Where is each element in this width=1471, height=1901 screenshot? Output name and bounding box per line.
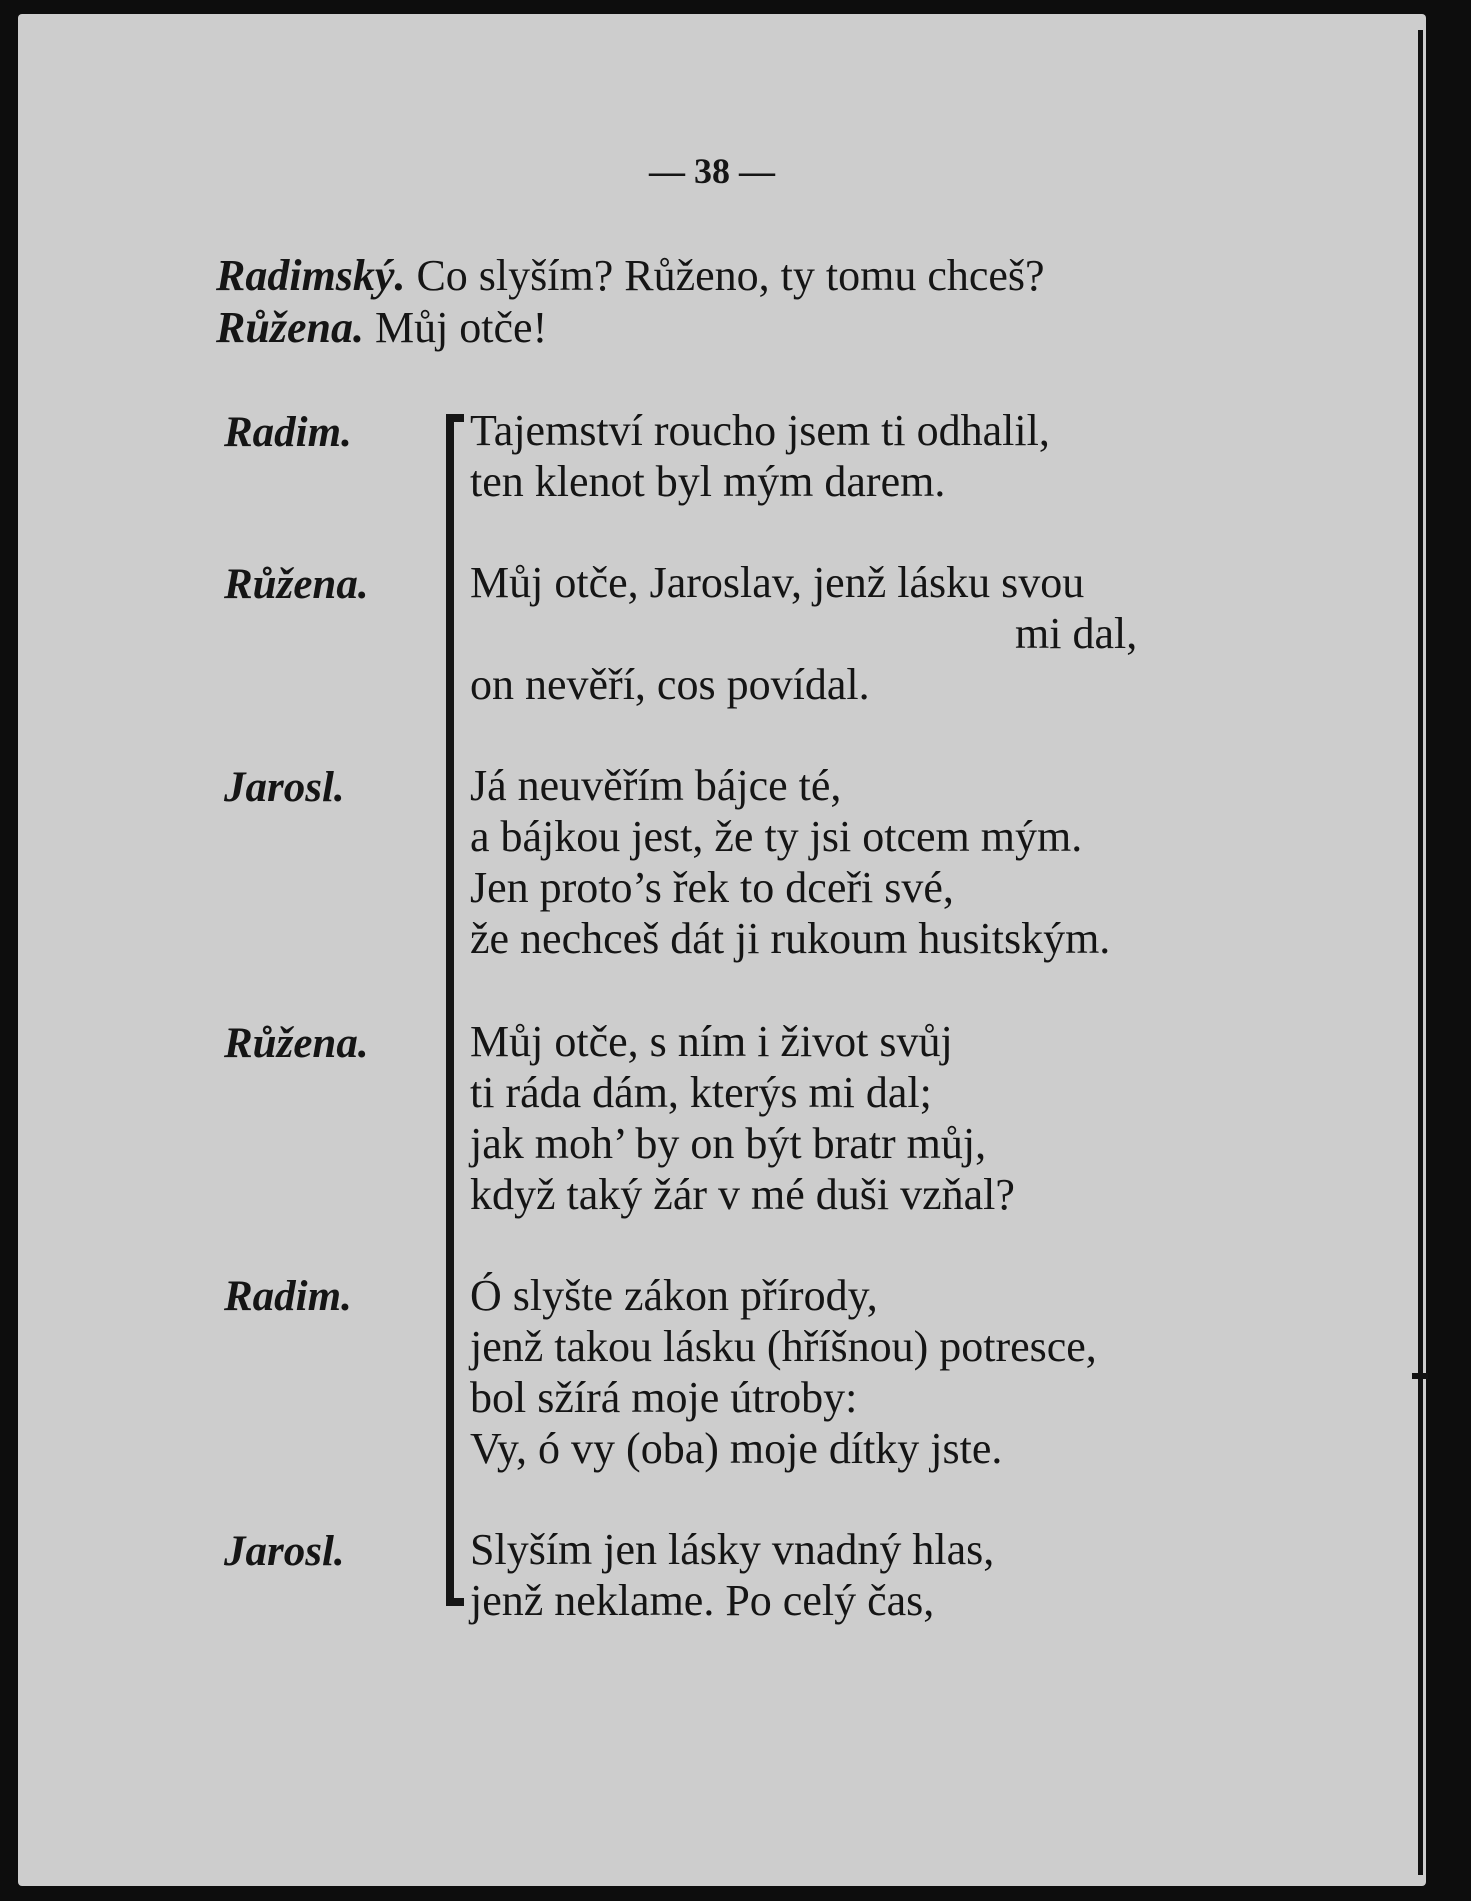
intro-line — [216, 250, 1045, 302]
intro-text: Co slyším? Růženo, ty tomu chceš? — [405, 251, 1045, 300]
dialogue-bracket — [446, 420, 454, 1605]
speaker-label: Radim. — [224, 409, 352, 456]
verse-line: Ó slyšte zákon přírody, — [470, 1271, 878, 1320]
dialogue-bracket-bottom — [446, 1598, 464, 1606]
verse-line: Vy, ó vy (oba) moje dítky jste. — [470, 1424, 1003, 1473]
verse-line: jak moh’ by on být bratr můj, — [470, 1119, 987, 1168]
verse-line: Tajemství roucho jsem ti odhalil, — [470, 406, 1050, 455]
verse-line: když taký žár v mé duši vzňal? — [470, 1170, 1015, 1219]
intro-speaker: Růžena. — [216, 303, 364, 352]
verse-line: bol sžírá moje útroby: — [470, 1373, 858, 1422]
verse-block — [470, 1524, 994, 1626]
verse-line: jenž neklame. Po celý čas, — [470, 1576, 935, 1625]
verse-line: a bájkou jest, že ty jsi otcem mým. — [470, 812, 1083, 861]
intro-line — [216, 302, 1045, 354]
verse-line: jenž takou lásku (hříšnou) potresce, — [470, 1322, 1097, 1371]
intro-lines — [216, 250, 1045, 354]
verse-line: Můj otče, s ním i život svůj — [470, 1017, 953, 1066]
verse-block — [470, 760, 1110, 964]
verse-line: mi dal, — [1015, 609, 1138, 658]
speaker-label: Růžena. — [224, 1020, 369, 1067]
page-number: — 38 — — [649, 151, 775, 191]
verse-block — [470, 1270, 1097, 1474]
verse-line: Slyším jen lásky vnadný hlas, — [470, 1525, 995, 1574]
page-edge-tick — [1412, 1373, 1428, 1379]
intro-text: Můj otče! — [363, 303, 548, 352]
verse-line: Můj otče, Jaroslav, jenž lásku svou — [470, 558, 1085, 607]
verse-line: on nevěří, cos povídal. — [470, 660, 870, 709]
speaker-label: Jarosl. — [224, 1528, 345, 1575]
speaker-label: Radim. — [224, 1273, 352, 1320]
verse-block — [470, 557, 1137, 710]
verse-line: Jen proto’s řek to dceři své, — [470, 863, 954, 912]
verse-block — [470, 405, 1050, 507]
verse-line: ten klenot byl mým darem. — [470, 457, 946, 506]
dialogue-bracket-top — [446, 414, 464, 422]
verse-line: Já neuvěřím bájce té, — [470, 761, 842, 810]
speaker-label: Jarosl. — [224, 764, 345, 811]
intro-speaker: Radimský. — [216, 251, 406, 300]
verse-line: že nechceš dát ji rukoum husitským. — [470, 914, 1111, 963]
verse-block — [470, 1016, 1015, 1220]
verse-line: ti ráda dám, kterýs mi dal; — [470, 1068, 932, 1117]
page-edge-rule — [1418, 30, 1423, 1875]
speaker-label: Růžena. — [224, 561, 369, 608]
